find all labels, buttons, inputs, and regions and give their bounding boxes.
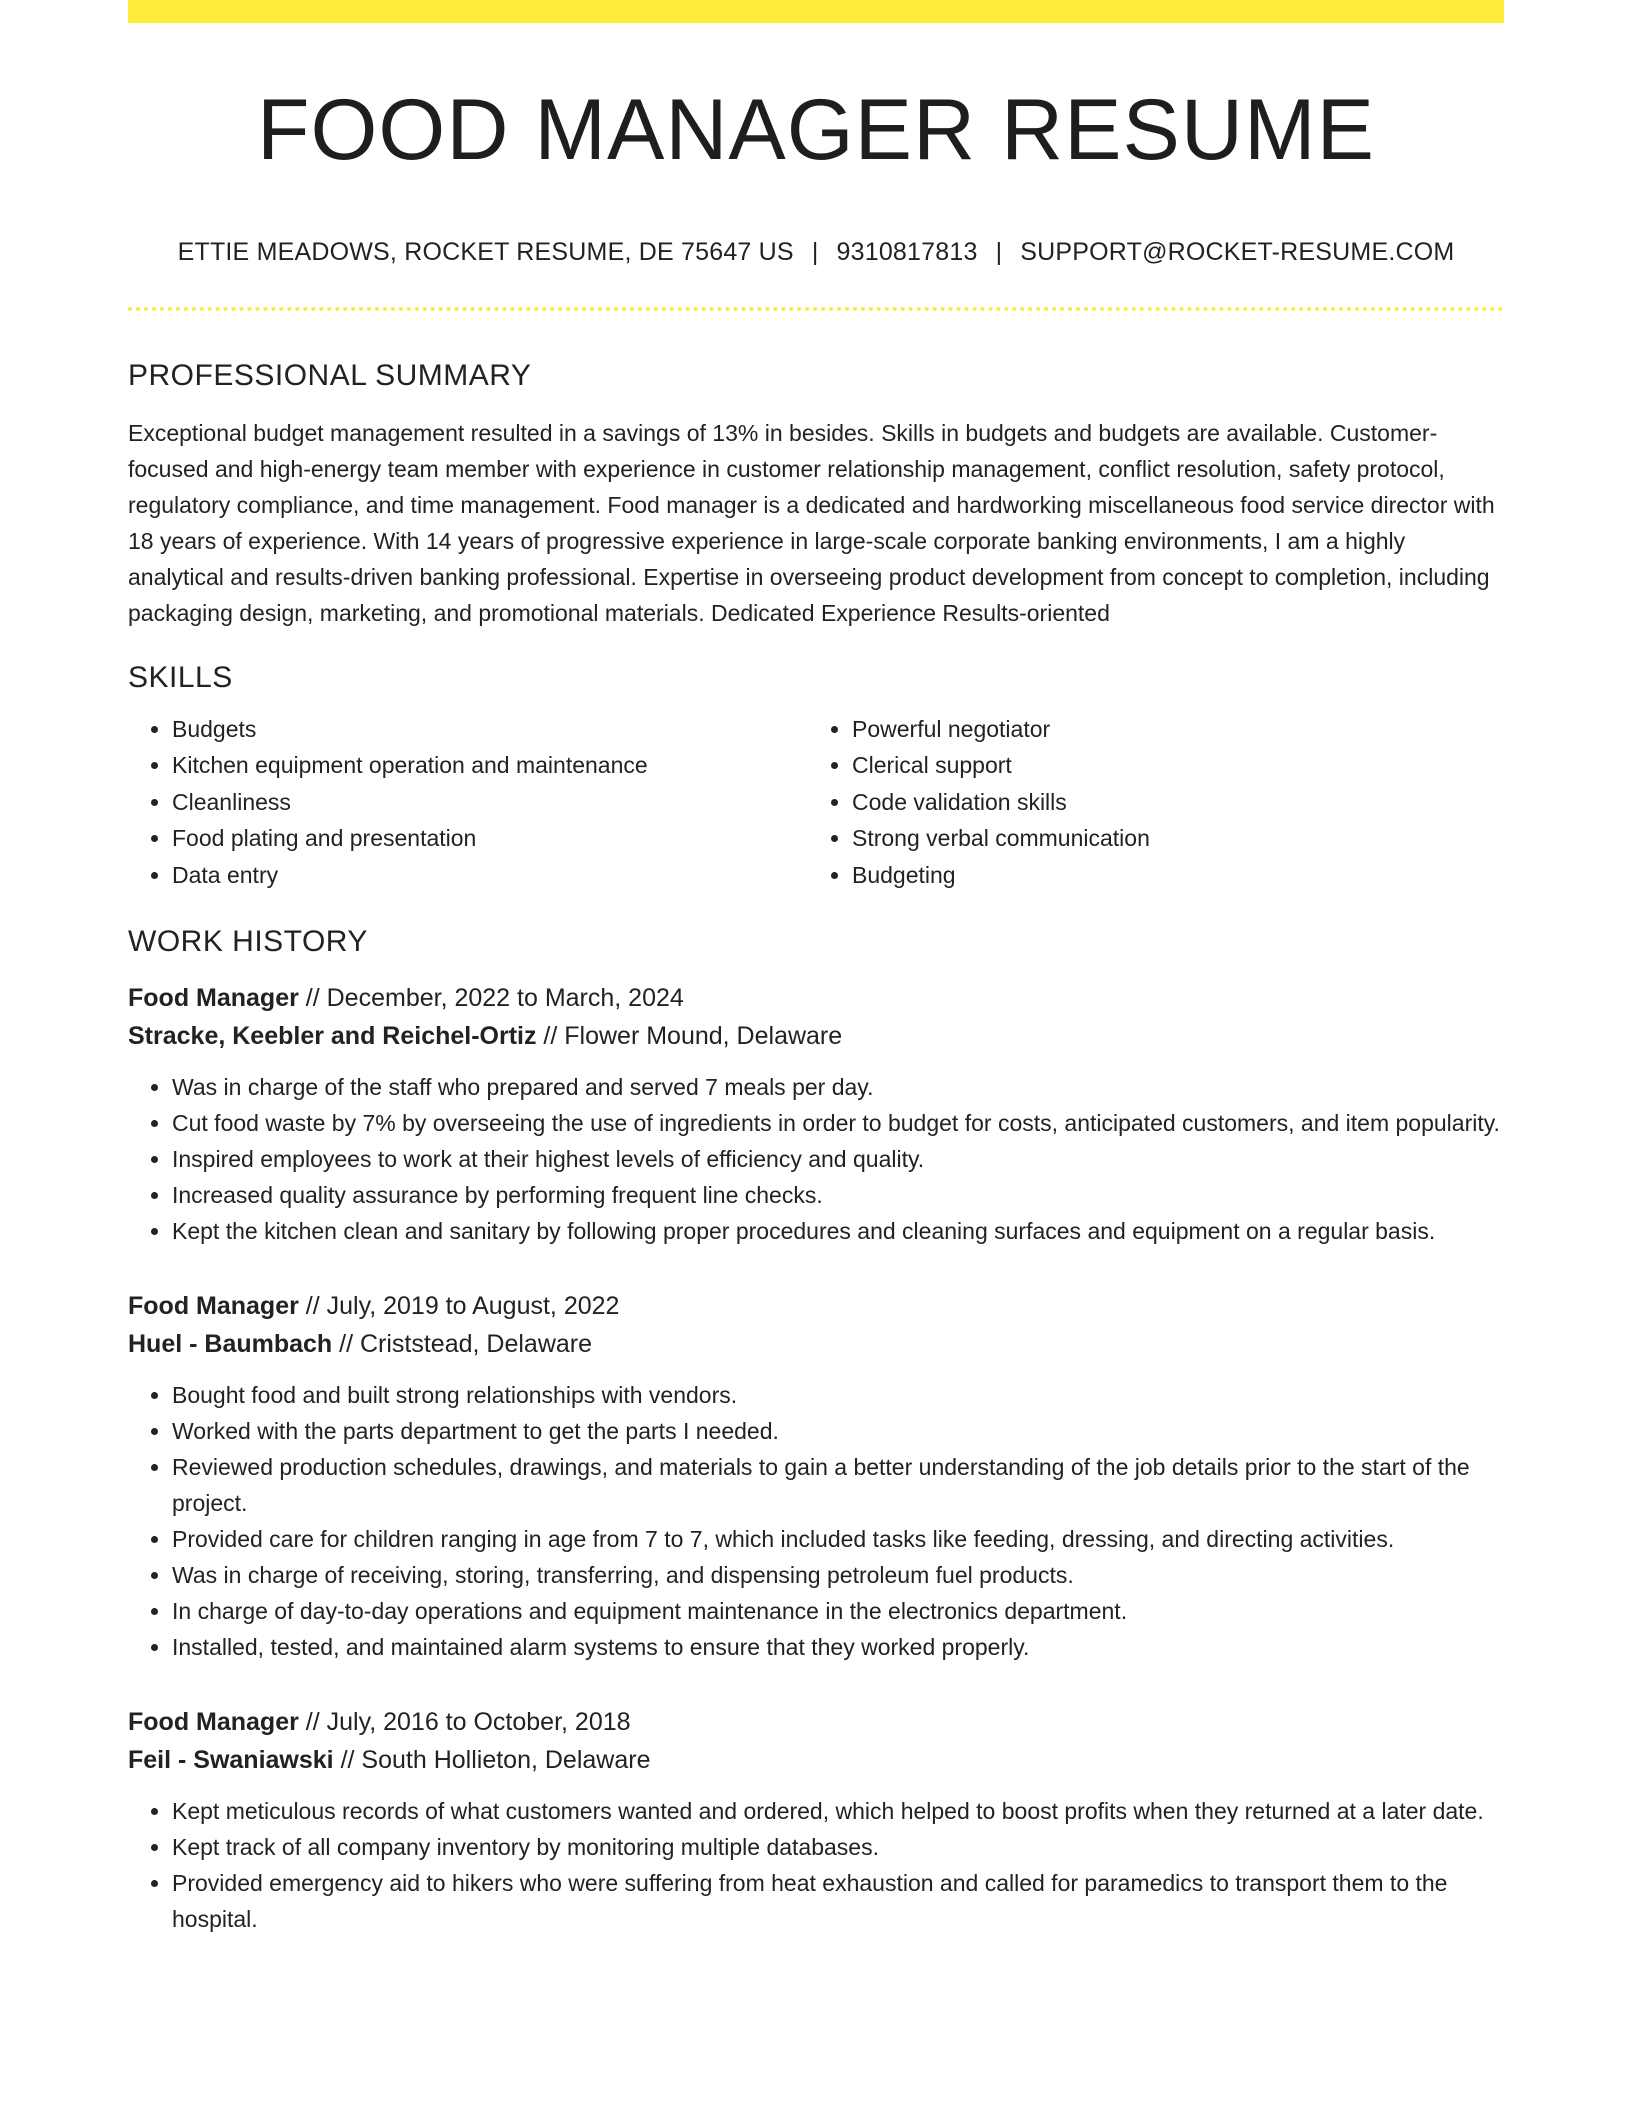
top-accent-bar <box>128 0 1504 23</box>
skill-item: • Food plating and presentation <box>172 820 806 857</box>
job-bullet: • Kept the kitchen clean and sanitary by following proper procedures and cleaning surfaces and equipment on a regular basis. <box>172 1213 1504 1249</box>
skill-item: • Code validation skills <box>852 784 1486 821</box>
job-bullet: • Installed, tested, and maintained alarm systems to ensure that they worked properly. <box>172 1629 1504 1665</box>
job-bullet: • Kept track of all company inventory by monitoring multiple databases. <box>172 1829 1504 1865</box>
job-bullets <box>128 1793 1504 1937</box>
job-bullet: • Provided care for children ranging in age from 7 to 7, which included tasks like feeding, dressing, and directing activities. <box>172 1521 1504 1557</box>
skill-item: • Strong verbal communication <box>852 820 1486 857</box>
contact-email: SUPPORT@ROCKET-RESUME.COM <box>1020 237 1455 266</box>
job-company: Feil - Swaniawski <box>128 1746 334 1775</box>
job-title: Food Manager <box>128 1292 299 1321</box>
job-bullet: • Was in charge of receiving, storing, transferring, and dispensing petroleum fuel products. <box>172 1557 1504 1593</box>
contact-phone: 9310817813 <box>836 237 978 266</box>
job-location: // South Hollieton, Delaware <box>333 1746 651 1775</box>
contact-line <box>128 238 1504 267</box>
job-bullet: • Inspired employees to work at their highest levels of efficiency and quality. <box>172 1141 1504 1177</box>
job-company-line <box>128 1017 1504 1055</box>
job-bullets <box>128 1377 1504 1665</box>
skill-item: • Data entry <box>172 857 806 894</box>
summary-text: Exceptional budget management resulted in a savings of 13% in besides. Skills in budgets and budgets are available. Customer-focused and high-energy team member with experience in customer relationship management, conflict resolution, safety protocol, regulatory compliance, and time management. Food manager is a dedicated and hardworking miscellaneous food service director with 18 years of experience. With 14 years of progressive experience in large-scale corporate banking environments, I am a highly analytical and results-driven banking professional. Expertise in overseeing product development from concept to completion, including packaging design, marketing, and promotional materials. Dedicated Experience Results-oriented <box>128 419 1495 626</box>
job-location: // Flower Mound, Delaware <box>536 1022 843 1051</box>
job-bullet: • Reviewed production schedules, drawings, and materials to gain a better understanding of the job details prior to the start of the project. <box>172 1449 1504 1521</box>
job-bullet: • In charge of day-to-day operations and equipment maintenance in the electronics department. <box>172 1593 1504 1629</box>
resume-title: FOOD MANAGER RESUME <box>257 82 1375 178</box>
work-history-heading: WORK HISTORY <box>128 925 368 959</box>
job-bullet: • Kept meticulous records of what customers wanted and ordered, which helped to boost profits when they returned at a later date. <box>172 1793 1504 1829</box>
job-bullet: • Bought food and built strong relationships with vendors. <box>172 1377 1504 1413</box>
job-dates: // July, 2019 to August, 2022 <box>298 1292 620 1321</box>
job-company-line <box>128 1325 1504 1363</box>
job-entry <box>128 1703 1504 1937</box>
job-entry <box>128 979 1504 1249</box>
skills-list <box>128 711 1504 894</box>
skills-column-right <box>806 711 1486 894</box>
job-company-line <box>128 1741 1504 1779</box>
contact-address: ETTIE MEADOWS, ROCKET RESUME, DE 75647 US <box>177 237 794 266</box>
skill-item: • Budgets <box>172 711 806 748</box>
job-company: Huel - Baumbach <box>128 1330 333 1359</box>
job-title-line <box>128 979 1504 1017</box>
job-entry <box>128 1287 1504 1665</box>
job-bullets <box>128 1069 1504 1249</box>
job-dates: // December, 2022 to March, 2024 <box>298 984 684 1013</box>
resume-page <box>128 0 1504 1937</box>
skills-column-left <box>128 711 806 894</box>
skill-item: • Cleanliness <box>172 784 806 821</box>
skill-item: • Kitchen equipment operation and maintenance <box>172 747 806 784</box>
job-company: Stracke, Keebler and Reichel-Ortiz <box>128 1022 537 1051</box>
dotted-divider <box>128 307 1504 311</box>
job-title-line <box>128 1703 1504 1741</box>
job-bullet: • Was in charge of the staff who prepared and served 7 meals per day. <box>172 1069 1504 1105</box>
job-bullet: • Worked with the parts department to get the parts I needed. <box>172 1413 1504 1449</box>
job-dates: // July, 2016 to October, 2018 <box>298 1708 631 1737</box>
skill-item: • Budgeting <box>852 857 1486 894</box>
skill-item: • Clerical support <box>852 747 1486 784</box>
job-location: // Criststead, Delaware <box>332 1330 593 1359</box>
job-title: Food Manager <box>128 1708 299 1737</box>
job-bullet: • Increased quality assurance by performing frequent line checks. <box>172 1177 1504 1213</box>
job-title-line <box>128 1287 1504 1325</box>
job-bullet: • Cut food waste by 7% by overseeing the use of ingredients in order to budget for costs, anticipated customers, and item popularity. <box>172 1105 1504 1141</box>
contact-separator: | <box>811 237 819 266</box>
skill-item: • Powerful negotiator <box>852 711 1486 748</box>
summary-heading: PROFESSIONAL SUMMARY <box>128 358 532 392</box>
contact-separator: | <box>995 237 1003 266</box>
job-bullet: • Provided emergency aid to hikers who were suffering from heat exhaustion and called for paramedics to transport them to the hospital. <box>172 1865 1504 1937</box>
skills-heading: SKILLS <box>128 660 233 694</box>
job-title: Food Manager <box>128 984 299 1013</box>
